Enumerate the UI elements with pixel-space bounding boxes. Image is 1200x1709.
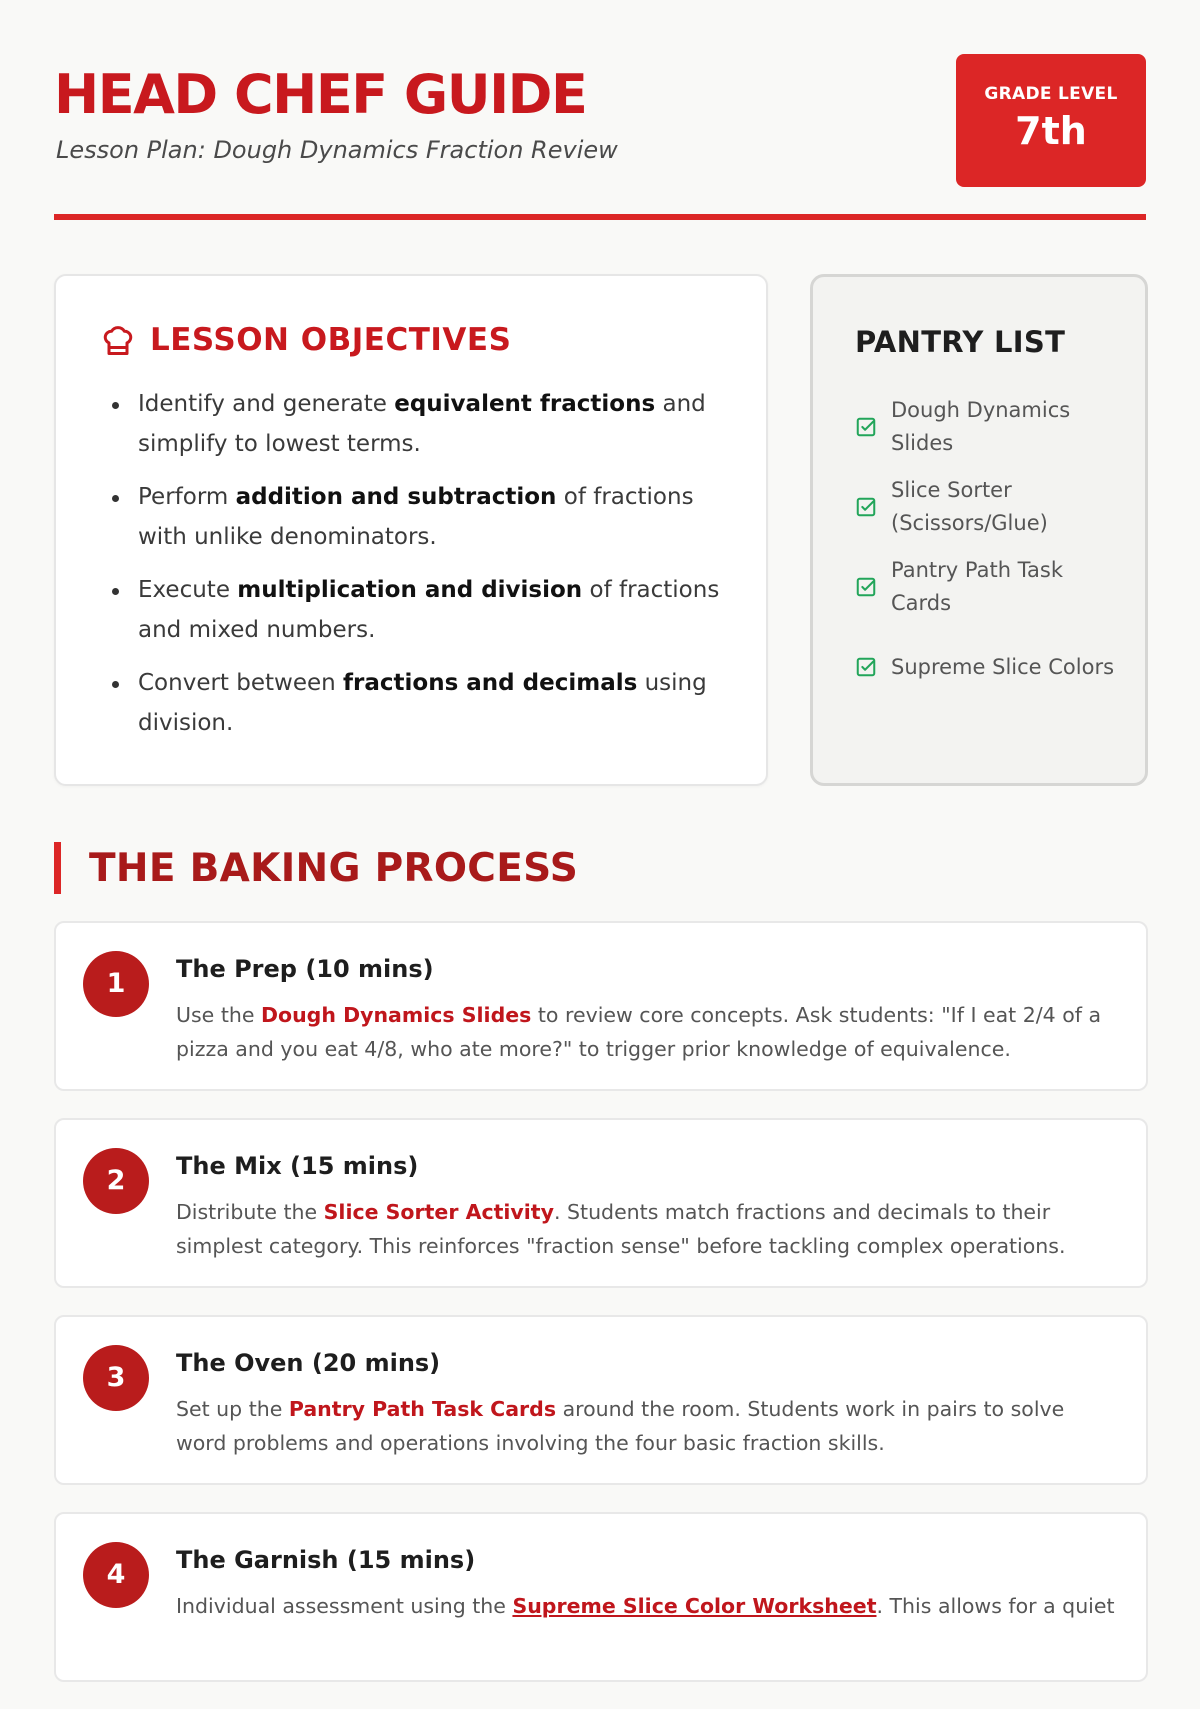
pantry-items xyxy=(855,387,1115,707)
objective-keyword: addition and subtraction xyxy=(235,484,557,510)
step-title: The Prep (10 mins) xyxy=(176,955,434,983)
section-accent-bar xyxy=(54,842,61,894)
step-title: The Garnish (15 mins) xyxy=(176,1546,476,1574)
resource-link[interactable]: Slice Sorter Activity xyxy=(323,1200,554,1224)
step-title: The Oven (20 mins) xyxy=(176,1349,441,1377)
objective-item: Identify and generate equivalent fractions and simplify to lowest terms. xyxy=(112,384,722,464)
pantry-item xyxy=(855,627,1115,707)
chef-hat-icon xyxy=(100,322,136,358)
pantry-item xyxy=(855,387,1115,467)
resource-link[interactable]: Pantry Path Task Cards xyxy=(288,1397,557,1421)
lesson-objectives-card xyxy=(54,274,768,786)
header xyxy=(54,0,1146,220)
step-description: Distribute the Slice Sorter Activity. Students match fractions and decimals to their simplest category. This reinforces "fraction sense" before tackling complex operations. xyxy=(176,1200,1066,1258)
step-description: Individual assessment using the Supreme Slice Color Worksheet. This allows for a quiet xyxy=(176,1594,1115,1618)
pantry-item-label: Dough Dynamics Slides xyxy=(891,398,1071,455)
pantry-item-label: Pantry Path Task Cards xyxy=(891,558,1063,615)
objective-item: Perform addition and subtraction of fractions with unlike denominators. xyxy=(112,477,722,557)
step-number-badge: 1 xyxy=(83,951,149,1017)
checkbox-checked-icon xyxy=(855,576,877,598)
objectives-list xyxy=(112,384,722,756)
checkbox-checked-icon xyxy=(855,416,877,438)
page-subtitle: Lesson Plan: Dough Dynamics Fraction Review xyxy=(56,136,618,164)
grade-level-badge xyxy=(956,54,1146,187)
pantry-item-label: Slice Sorter (Scissors/Glue) xyxy=(891,478,1048,535)
objective-keyword: equivalent fractions xyxy=(394,391,656,417)
step-description: Set up the Pantry Path Task Cards around the room. Students work in pairs to solve word problems and operations involving the four basic fraction skills. xyxy=(176,1397,1065,1455)
checkbox-checked-icon xyxy=(855,656,877,678)
baking-process-title: THE BAKING PROCESS xyxy=(89,845,579,891)
grade-level-label: GRADE LEVEL xyxy=(984,84,1118,104)
top-row xyxy=(54,274,1148,786)
process-steps xyxy=(54,921,1148,1709)
header-divider xyxy=(54,214,1146,220)
lesson-objectives-title: LESSON OBJECTIVES xyxy=(150,322,512,358)
pantry-item-label: Supreme Slice Colors xyxy=(891,654,1115,679)
objective-keyword: fractions and decimals xyxy=(343,670,638,696)
page-title: HEAD CHEF GUIDE xyxy=(54,63,587,126)
lesson-objectives-header xyxy=(100,322,511,358)
process-step xyxy=(54,1118,1148,1288)
grade-level-value: 7th xyxy=(1015,109,1087,153)
step-number-badge: 2 xyxy=(83,1148,149,1214)
pantry-item xyxy=(855,547,1115,627)
baking-process-header xyxy=(54,842,578,894)
step-number-badge: 3 xyxy=(83,1345,149,1411)
objective-item: Execute multiplication and division of fractions and mixed numbers. xyxy=(112,570,722,650)
process-step xyxy=(54,921,1148,1091)
step-number-badge: 4 xyxy=(83,1542,149,1608)
resource-link[interactable]: Supreme Slice Color Worksheet xyxy=(512,1594,877,1618)
process-step xyxy=(54,1512,1148,1682)
pantry-item xyxy=(855,467,1115,547)
step-description: Use the Dough Dynamics Slides to review core concepts. Ask students: "If I eat 2/4 of a pizza and you eat 4/8, who ate more?" to trigger prior knowledge of equivalence. xyxy=(176,1003,1102,1061)
checkbox-checked-icon xyxy=(855,496,877,518)
pantry-list-title: PANTRY LIST xyxy=(855,325,1066,359)
objective-item: Convert between fractions and decimals using division. xyxy=(112,663,722,743)
resource-link[interactable]: Dough Dynamics Slides xyxy=(260,1003,532,1027)
process-step xyxy=(54,1315,1148,1485)
objective-keyword: multiplication and division xyxy=(237,577,583,603)
step-title: The Mix (15 mins) xyxy=(176,1152,419,1180)
pantry-list-card xyxy=(810,274,1148,786)
